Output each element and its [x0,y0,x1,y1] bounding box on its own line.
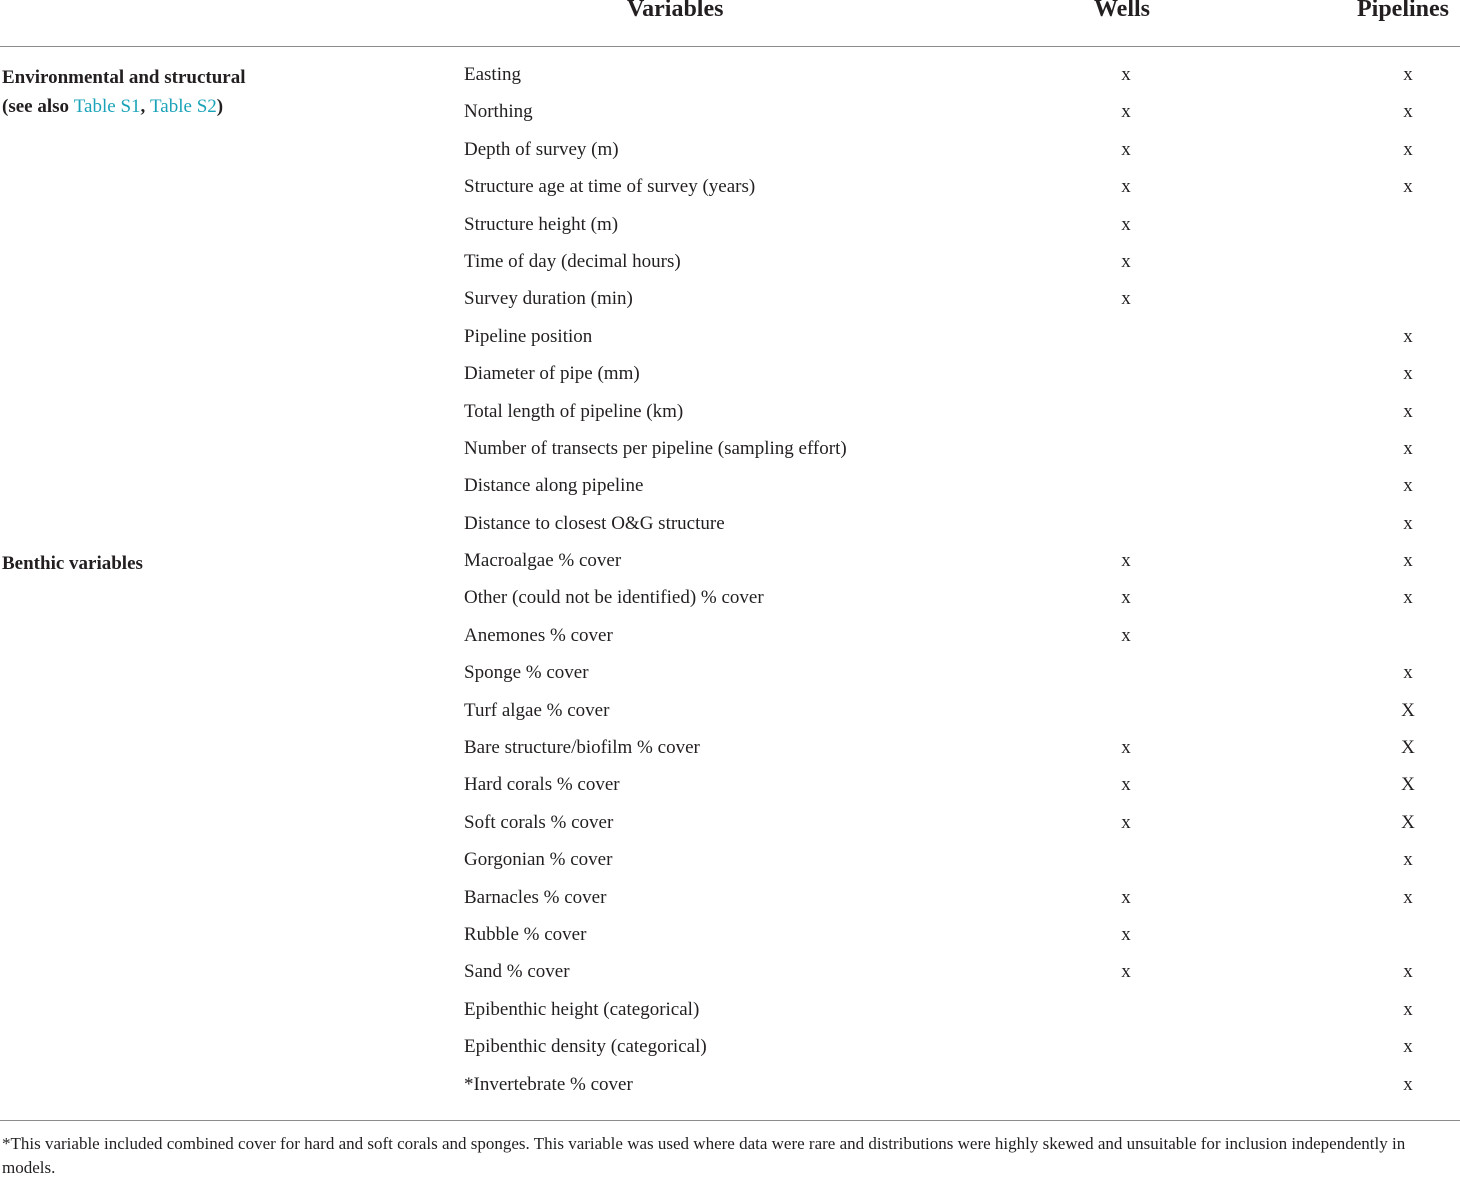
pipelines-cell: x [1403,1036,1413,1058]
variable-cell: Barnacles % cover [464,886,607,908]
wells-cell: x [1121,624,1131,646]
table-row [0,171,1460,208]
table-row [0,433,1460,470]
wells-cell: x [1121,138,1131,160]
table-bottom-divider [0,1120,1460,1121]
table-body [0,59,1460,1106]
table-row [0,321,1460,358]
header-divider [0,46,1460,47]
table-row [0,769,1460,806]
wells-cell: x [1121,923,1131,945]
wells-cell: x [1121,288,1131,310]
table-row [0,657,1460,694]
table-row [0,545,1460,582]
wells-cell: x [1121,176,1131,198]
pipelines-cell: x [1403,587,1413,609]
variable-cell: Bare structure/biofilm % cover [464,737,700,759]
pipelines-cell: x [1403,1073,1413,1095]
table-row [0,134,1460,171]
variable-cell: Time of day (decimal hours) [464,250,681,272]
variable-cell: Soft corals % cover [464,811,614,833]
pipelines-cell: x [1403,849,1413,871]
pipelines-cell: x [1403,475,1413,497]
pipelines-cell: x [1403,886,1413,908]
table-row [0,209,1460,246]
pipelines-cell: x [1403,512,1413,534]
table-row [0,620,1460,657]
wells-cell: x [1121,961,1131,983]
variable-cell: Gorgonian % cover [464,849,613,871]
table-header-row [0,0,1460,30]
table-row [0,695,1460,732]
table-row [0,283,1460,320]
pipelines-cell: x [1403,998,1413,1020]
variable-cell: *Invertebrate % cover [464,1073,633,1095]
header-wells: Wells [1094,0,1151,22]
table-row [0,96,1460,133]
variable-cell: Sand % cover [464,961,570,983]
table-row [0,956,1460,993]
variable-cell: Epibenthic height (categorical) [464,998,700,1020]
table-row [0,844,1460,881]
wells-cell: x [1121,811,1131,833]
variable-cell: Total length of pipeline (km) [464,400,684,422]
pipelines-cell: x [1403,437,1413,459]
wells-cell: x [1121,737,1131,759]
wells-cell: x [1121,101,1131,123]
table-row [0,882,1460,919]
table-row [0,919,1460,956]
table-row [0,582,1460,619]
wells-cell: x [1121,886,1131,908]
variable-cell: Diameter of pipe (mm) [464,363,640,385]
header-pipelines: Pipelines [1357,0,1450,22]
variable-cell: Other (could not be identified) % cover [464,587,764,609]
pipelines-cell: X [1401,737,1415,759]
wells-cell: x [1121,774,1131,796]
variable-cell: Structure age at time of survey (years) [464,176,756,198]
table-row [0,1031,1460,1068]
table-s1-link[interactable]: Table S1 [73,96,141,117]
variable-cell: Rubble % cover [464,923,587,945]
variable-cell: Number of transects per pipeline (sampling effort) [464,437,847,459]
pipelines-cell: x [1403,325,1413,347]
pipelines-cell: x [1403,176,1413,198]
variable-cell: Depth of survey (m) [464,138,619,160]
table-s2-link[interactable]: Table S2 [150,96,217,117]
pipelines-cell: x [1403,400,1413,422]
table-row [0,508,1460,545]
table-row [0,994,1460,1031]
pipelines-cell: x [1403,550,1413,572]
wells-cell: x [1121,587,1131,609]
variable-cell: Hard corals % cover [464,774,620,796]
variable-cell: Northing [464,101,533,123]
wells-cell: x [1121,64,1131,85]
variable-cell: Structure height (m) [464,213,619,235]
variable-cell: Distance along pipeline [464,475,644,497]
table-row [0,59,1460,96]
group-environmental-suffix: ) [216,96,224,117]
variable-cell: Turf algae % cover [464,699,610,721]
pipelines-cell: x [1403,138,1413,160]
pipelines-cell: X [1401,774,1415,796]
pipelines-cell: x [1403,961,1413,983]
pipelines-cell: X [1401,699,1415,721]
variable-cell: Pipeline position [464,325,593,347]
table-row [0,1069,1460,1106]
variable-cell: Sponge % cover [464,662,589,684]
group-label-benthic: Benthic variables [2,553,143,574]
pipelines-cell: x [1403,662,1413,684]
group-environmental-title: Environmental and structural [2,67,246,88]
group-environmental-prefix: (see also [2,96,74,117]
group-environmental-sep: , [140,96,151,117]
table-footnote: *This variable included combined cover for hard and soft corals and sponges. This variable was used where data were rare and distributions were highly skewed and unsuitable for inclusion independently in models. [2,1134,1406,1177]
variable-cell: Easting [464,64,521,85]
table-row [0,246,1460,283]
table-row [0,807,1460,844]
table-row [0,470,1460,507]
pipelines-cell: x [1403,363,1413,385]
variable-cell: Macroalgae % cover [464,550,622,572]
wells-cell: x [1121,250,1131,272]
variable-cell: Survey duration (min) [464,288,633,310]
variable-cell: Distance to closest O&G structure [464,512,725,534]
table-row [0,396,1460,433]
pipelines-cell: x [1403,101,1413,123]
header-variables: Variables [627,0,724,22]
wells-cell: x [1121,550,1131,572]
table-row [0,732,1460,769]
pipelines-cell: x [1403,64,1413,85]
variable-cell: Epibenthic density (categorical) [464,1036,707,1058]
pipelines-cell: X [1401,811,1415,833]
variable-cell: Anemones % cover [464,624,613,646]
table-row [0,358,1460,395]
wells-cell: x [1121,213,1131,235]
